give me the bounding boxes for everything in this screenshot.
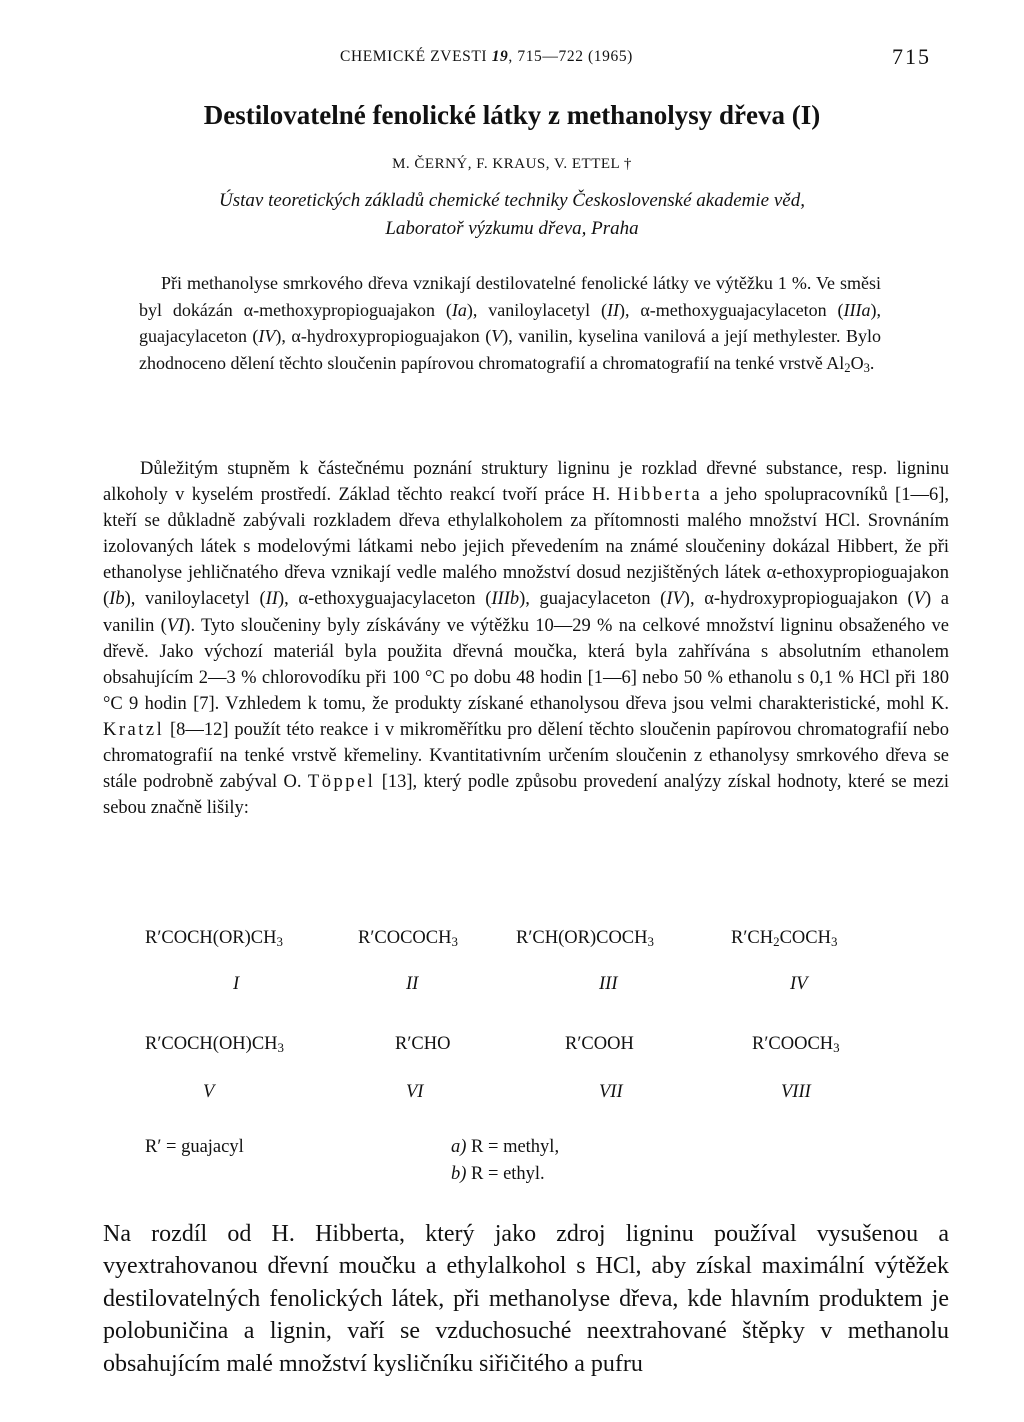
legend-line-2 (103, 1164, 949, 1192)
label-I: I (233, 974, 240, 994)
formula-labels-1 (103, 974, 949, 1002)
author-name-toppel: Töppel (307, 772, 376, 793)
running-header (340, 48, 633, 66)
formula-VII: R′COOH (565, 1034, 634, 1054)
formula-V: $R'COCH(OH)CH_3$ (145, 1034, 284, 1055)
formula-row-1 (103, 928, 949, 956)
label-VIII: VIII (781, 1082, 811, 1102)
formula-VIII: $R'COOCH_3$ (752, 1034, 840, 1055)
body-paragraph-2-text: Na rozdíl od H. Hibberta, který jako zdroj ligninu používal vysušenou a vyextrahovanou dřevní moučku a ethylalkohol s HCl, aby získal maximální výtěžek destilovatelných fenolických látek, při methanolyse dřeva, kde hlavním produktem je polobuničina a lignin, vaří se vzduchosuché neextrahované štěpky v methanolu obsahujícím malé množství kysličníku siřičitého a pufru (103, 1221, 949, 1377)
label-VII: VII (599, 1082, 623, 1102)
author-name-kratzl: Kratzl (103, 719, 165, 740)
label-IV: IV (790, 974, 808, 994)
body-paragraph-2 (103, 1218, 949, 1380)
legend-a: a) R = methyl, (451, 1137, 560, 1157)
formula-row-2 (103, 1034, 949, 1062)
pages-year: , 715—722 (1965) (508, 48, 633, 65)
affiliation-line-2: Laboratoř výzkumu dřeva, Praha (385, 218, 639, 239)
label-II: II (406, 974, 419, 994)
formula-IV: $R'CH_2COCH_3$ (731, 928, 838, 949)
formula-VI: R′CHO (395, 1034, 451, 1054)
journal-name: CHEMICKÉ ZVESTI (340, 48, 488, 65)
label-V: V (203, 1082, 215, 1102)
volume-number: 19 (491, 48, 509, 65)
label-III: III (599, 974, 618, 994)
formula-I: $R'COCH(OR)CH_3$ (145, 928, 283, 949)
article-title: Destilovatelné fenolické látky z methanolysy dřeva (I) (203, 100, 821, 130)
abstract-paragraph: Při methanolyse smrkového dřeva vznikají destilovatelné fenolické látky ve výtěžku 1 %. Ve směsi byl dokázán α-methoxypropioguajakon (Ia), vaniloylacetyl (II), α-methoxyguajacylaceton (IIIa), guajacylaceton (IV), α-hydroxypropioguajakon (V), vanilin, kyselina vanilová a její methylester. Bylo zhodnoceno dělení těchto sloučenin papírovou chromatografií a chromatografií na tenké vrstvě $Al_2O_3$. (139, 273, 882, 375)
author-name-hibbert: Hibberta (617, 485, 703, 506)
legend-b: b) R = ethyl. (451, 1164, 545, 1184)
affiliation-line-1: Ústav teoretických základů chemické techniky Československé akademie věd, (219, 190, 805, 211)
formula-labels-2 (103, 1082, 949, 1110)
legend-r-prime: R′ = guajacyl (145, 1137, 244, 1157)
abstract (139, 270, 881, 376)
legend-line-1 (103, 1137, 949, 1165)
page-number: 715 (892, 44, 931, 69)
body-text (103, 456, 949, 821)
label-VI: VI (406, 1082, 424, 1102)
body-paragraph-1: Důležitým stupněm k částečnému poznání struktury ligninu je rozklad dřevné substance, resp. ligninu alkoholy v kyselém prostředí. Základ těchto reakcí tvoří práce H. Hibberta a jeho spolupracovníků [1—6], kteří se důkladně zabývali rozkladem dřeva ethylalkoholem za přítomnosti malého množství HCl. Srovnáním izolovaných látek s modelovými látkami nebo jejich převedením na známé sloučeniny dokázal Hibbert, že při ethanolyse jehličnatého dřeva vznikají vedle malého množství dosud nezjištěných látek α-ethoxypropioguajakon (Ib), vaniloylacetyl (II), α-ethoxyguajacylaceton (IIIb), guajacylaceton (IV), α-hydroxypropioguajakon (V) a vanilin (VI). Tyto sloučeniny byly získávány ve výtěžku 10—29 % na celkové množství ligninu obsaženého ve dřevě. Jako výchozí materiál byla použita dřevná moučka, která byla zahřívána s absolutním ethanolem obsahujícím 2—3 % chlorovodíku při 100 °C po dobu 48 hodin [1—6] nebo 50 % ethanolu s 0,1 % HCl při 180 °C 9 hodin [7]. Vzhledem k tomu, že produkty získané ethanolysou dřeva jsou velmi charakteristické, mohl K. Kratzl [8—12] použít této reakce i v mikroměřítku pro dělení těchto sloučenin papírovou chromatografií nebo chromatografií na tenké vrstvě křemeliny. Kvantitativním určením sloučenin z ethanolysy smrkového dřeva se stále podrobně zabýval O. Töppel [13], který podle způsobu provedení analýzy získal hodnoty, které se mezi sebou značně lišily: (103, 459, 950, 819)
formula-III: $R'CH(OR)COCH_3$ (516, 928, 654, 949)
formula-II: $R'COCOCH_3$ (358, 928, 458, 949)
article-authors: M. ČERNÝ, F. KRAUS, V. ETTEL † (392, 156, 632, 172)
